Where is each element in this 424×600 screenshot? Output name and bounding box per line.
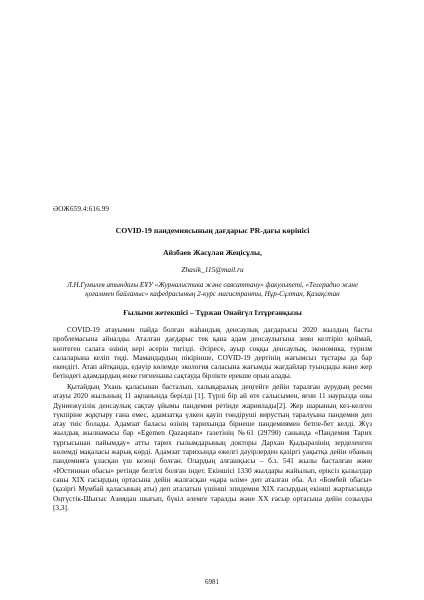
scientific-advisor: Ғылыми жетекшісі – Тұржан Онайгүл Ізтұрғанқызы <box>123 308 302 317</box>
author-affiliation: Л.Н.Гумилев атындағы ЕҰУ «Журналистика және саясаттану» факультеті, «Телерадио және қоғаммен байланыс» кафедрасының 2-курс магистранты, Нұр-Сұлтан, Қазақстан <box>66 281 359 299</box>
article-title: COVID-19 пандемиясының дағдарыс PR-дағы көрінісі <box>115 226 310 235</box>
body-paragraph-2: Қытайдың Ухань қаласынан басталып, халықаралық деңгейге дейін таралған аурудың ресми атауы 2020 жылының 11 ақпанында берілді [1]. Түрлі бір ай өте салысымен, яғни 11 наурызда оны Дүниежүзілік денсаулық сақтау ұйымы пандемия ретінде жариялады[2]. Жер шарының кез-келген түкпіріне жұқтыру ғана емес, адамзатқа үлкен қауіп төндіруші вирустың таралуына пандемия деп атау тиіс болады. Адамзат баласы өзінің тарихында бірнеше пандемиямен бетпе-бет келді. Жүз жылдық жылнамасы бар «Egemen Qazaqstan» газетінің №61 (29790) санында «Пандемия Тарих тұрғысынан пайымдау» атты тарих ғылымдарының докторы Дархан Қыдырәлінің зерделенген көлемді мақаласы жарық көрді. Адамзат тарихында ежелгі дәуірлерден қазіргі уақытқа дейін обаның пандемияға ұласқан үш кезеңі болған. Олардың алғашқысы – б.з. 541 жылы басталған және «Юстиниан обасы» ретінде белгілі болған індет. Екіншісі 1330 жылдары жайылып, еріксіз қызылдар саны XIX ғасырдың ортасына дейін жалғасқан «қара өлім» деп аталған оба. Ал «Бомбей обасы» (қазіргі Мумбай қаласының аты) деп аталатын үшінші эпидемия XIX ғасырдың екінші жартысында Оңтүстік-Шығыс Азиядан шығып, бүкіл әлемге таралды және ХХ ғасыр ортасына дейін созылды [3,3]. <box>53 382 372 512</box>
author-name: Айзбаев Жасұлан Жеңісұлы, <box>163 248 262 257</box>
page-number: 6981 <box>205 578 219 586</box>
body-paragraph-1: COVID-19 атауымен пайда болған жаһандық денсаулық дағдарысы 2020 жылдың басты проблемасына айналды. Аталған дағдарыс тек қана адам денсаулығына зиян келтіріп қоймай, көптеген салаға өзінің кері әсерін тигізді. Әсіресе, ауыр соққы денсаулық, экономика, туризм салаларына келіп тиді. Мамандардың пікірінше, COVID-19 дертінің жағымсыз тұстары да бар екендігі. Атап айтқанда, едәуір көлемде экология саласына жағымды жағдайлар туындады және жер бетіндегі адамдардың жеке гигиенаны сақтауда бірлікте ерекше орын алады. <box>53 325 372 381</box>
udc-code: ӘОЖ659.4:616.99 <box>53 205 110 213</box>
author-email[interactable]: Zhasik_115@mail.ru <box>181 265 244 274</box>
